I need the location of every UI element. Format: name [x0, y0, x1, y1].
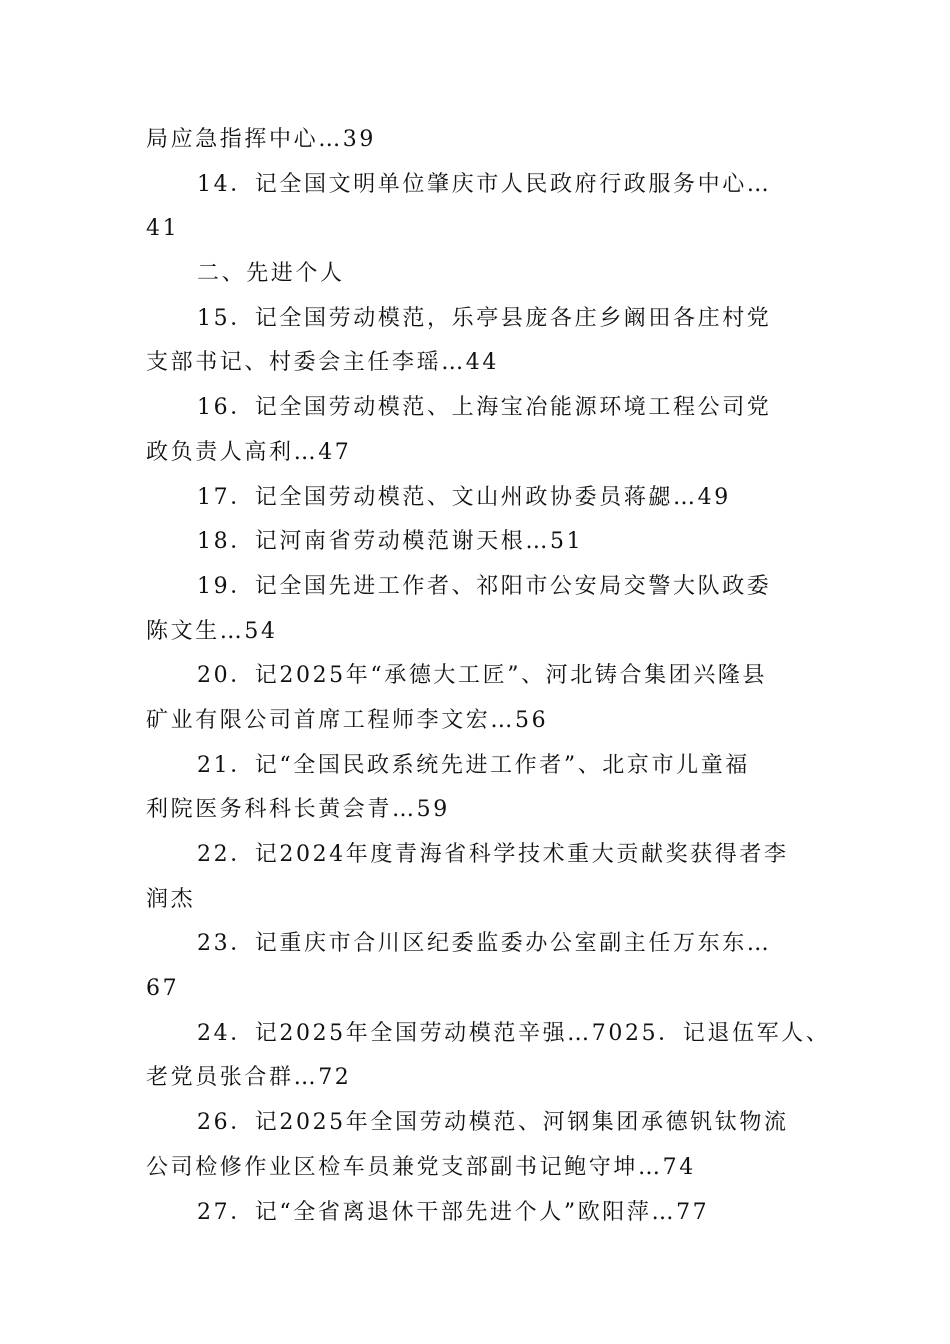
toc-line: 24．记2025年全国劳动模范辛强…7025．记退伍军人、 [197, 1020, 831, 1046]
toc-line: 26．记2025年全国劳动模范、河钢集团承德钒钛物流 [197, 1110, 789, 1136]
toc-line: 18．记河南省劳动模范谢天根…51 [197, 529, 584, 555]
toc-line: 局应急指挥中心…39 [146, 127, 376, 152]
toc-line: 19．记全国先进工作者、祁阳市公安局交警大队政委 [197, 573, 772, 599]
toc-line: 公司检修作业区检车员兼党支部副书记鲍守坤…74 [146, 1154, 696, 1180]
toc-line: 20．记2025年“承德大工匠”、河北铸合集团兴隆县 [197, 663, 768, 689]
toc-line: 润杰 [146, 886, 196, 912]
toc-line: 支部书记、村委会主任李瑶…44 [146, 350, 499, 376]
toc-line: 22．记2024年度青海省科学技术重大贡献奖获得者李 [197, 842, 789, 867]
toc-line: 23．记重庆市合川区纪委监委办公室副主任万东东… [197, 931, 772, 957]
toc-line: 政负责人高利…47 [146, 439, 352, 465]
toc-line: 陈文生…54 [146, 618, 278, 644]
section-heading: 二、先进个人 [197, 261, 345, 287]
toc-line: 21．记“全国民政系统先进工作者”、北京市儿童福 [197, 752, 750, 778]
toc-line: 老党员张合群…72 [146, 1065, 352, 1091]
toc-line: 利院医务科科长黄会青…59 [146, 797, 450, 823]
toc-line: 16．记全国劳动模范、上海宝冶能源环境工程公司党 [197, 395, 772, 421]
toc-list [146, 118, 831, 1235]
toc-line: 41 [146, 216, 180, 242]
toc-line: 15．记全国劳动模范，乐亭县庞各庄乡阚田各庄村党 [197, 305, 772, 331]
toc-line: 27．记“全省离退休干部先进个人”欧阳萍…77 [197, 1199, 710, 1225]
toc-line: 矿业有限公司首席工程师李文宏…56 [146, 707, 549, 733]
toc-line: 67 [146, 976, 180, 1002]
toc-line: 14．记全国文明单位肇庆市人民政府行政服务中心… [197, 171, 772, 197]
toc-line: 17．记全国劳动模范、文山州政协委员蒋勰…49 [197, 484, 731, 510]
